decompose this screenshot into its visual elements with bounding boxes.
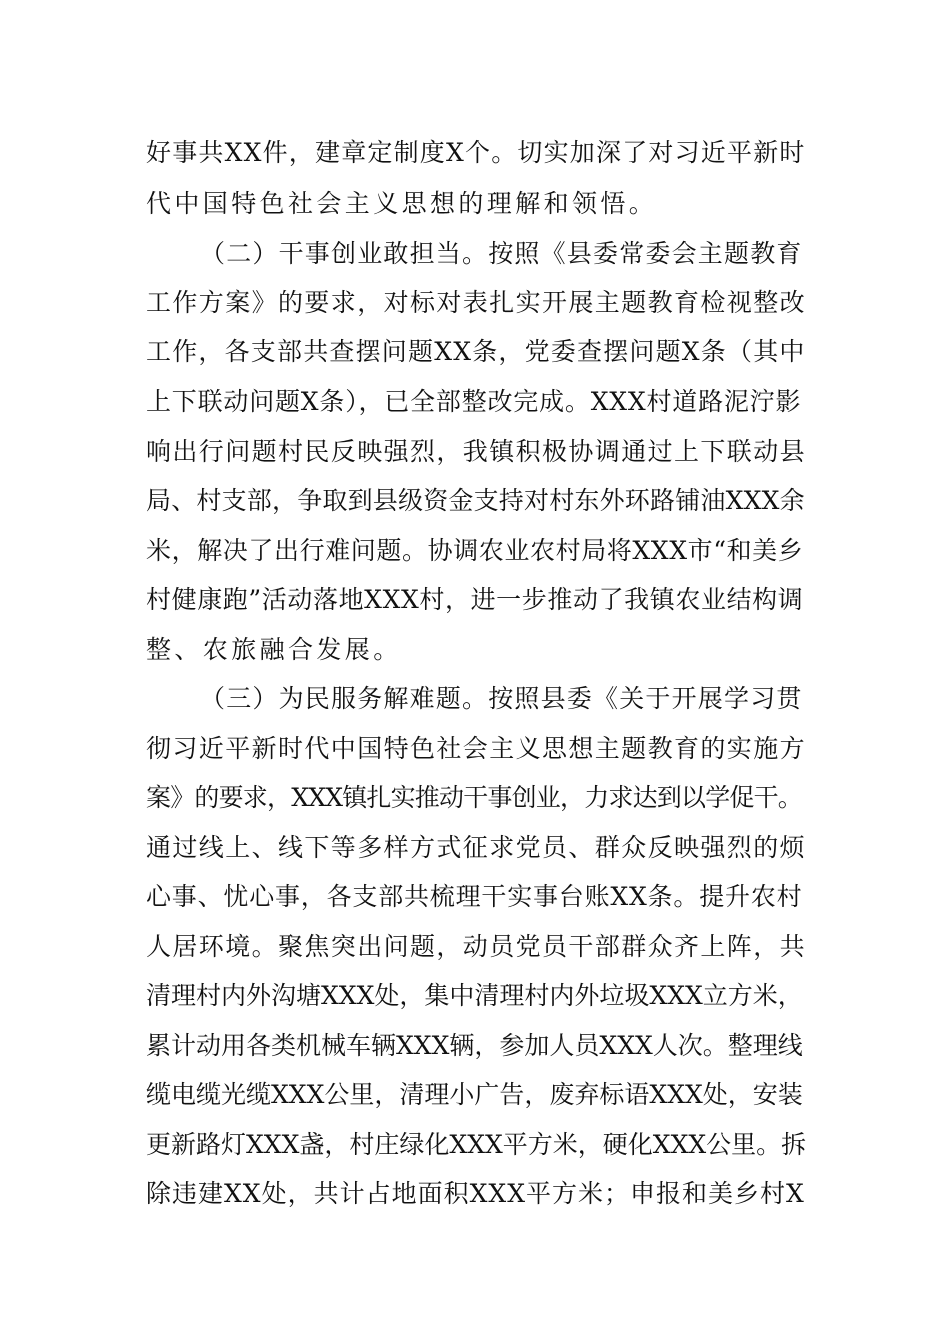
text-line: 心事、忧心事，各支部共梳理干实事台账XX条。提升农村 <box>146 882 803 911</box>
text-line: 村健康跑”活动落地XXX村，进一步推动了我镇农业结构调 <box>146 585 804 614</box>
text-line: 案》的要求，XXX镇扎实推动干事创业，力求达到以学促干。 <box>146 783 802 812</box>
text-line: 彻习近平新时代中国特色社会主义思想主题教育的实施方 <box>146 734 807 763</box>
text-line: 好事共XX件，建章定制度X个。切实加深了对习近平新时 <box>146 138 806 167</box>
text-line: 工作方案》的要求，对标对表扎实开展主题教育检视整改 <box>146 288 807 317</box>
text-line: 米，解决了出行难问题。协调农业农村局将XXX市“和美乡 <box>146 536 804 565</box>
section-heading-line: （三）为民服务解难题。按照县委《关于开展学习贯 <box>200 684 803 713</box>
text-line: 响出行问题村民反映强烈，我镇积极协调通过上下联动县 <box>146 437 807 466</box>
text-line: 累计动用各类机械车辆XXX辆，参加人员XXX人次。整理线 <box>146 1031 803 1060</box>
text-line: 局、村支部，争取到县级资金支持对村东外环路铺油XXX余 <box>146 486 805 515</box>
text-line: 工作，各支部共查摆问题XX条，党委查摆问题X条（其中 <box>146 337 806 366</box>
text-line: 人居环境。聚焦突出问题，动员党员干部群众齐上阵，共 <box>146 932 807 961</box>
text-line: 代中国特色社会主义思想的理解和领悟。 <box>146 189 658 218</box>
text-line: 更新路灯XXX盏，村庄绿化XXX平方米，硬化XXX公里。拆 <box>146 1130 807 1159</box>
section-heading-line: （二）干事创业敢担当。按照《县委常委会主题教育 <box>200 239 803 268</box>
text-line: 通过线上、线下等多样方式征求党员、群众反映强烈的烦 <box>146 833 807 862</box>
text-line: 上下联动问题X条），已全部整改完成。XXX村道路泥泞影 <box>146 387 802 416</box>
text-line: 清理村内外沟塘XXX处，集中清理村内外垃圾XXX立方米， <box>146 981 803 1010</box>
text-line: 缆电缆光缆XXX公里，清理小广告，废弃标语XXX处，安装 <box>146 1080 803 1109</box>
text-line: 整、农旅融合发展。 <box>146 635 402 664</box>
text-line: 除违建XX处，共计占地面积XXX平方米；申报和美乡村X <box>146 1179 805 1208</box>
